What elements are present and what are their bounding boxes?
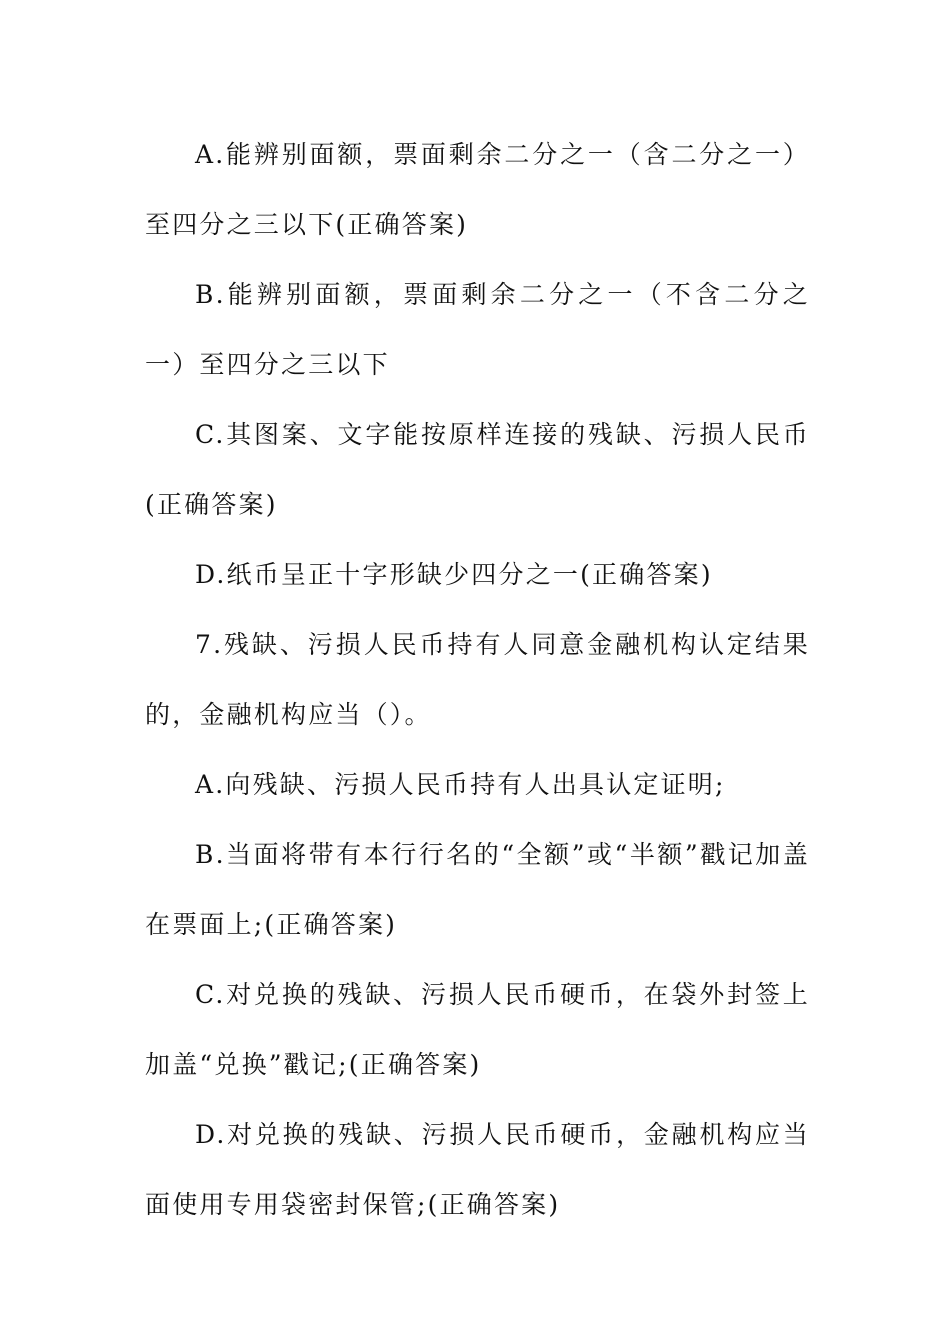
question-7-option-c: C.对兑换的残缺、污损人民币硬币，在袋外封签上加盖“兑换”戳记;(正确答案) xyxy=(145,980,810,1079)
option-b-prev-question: B.能辨别面额，票面剩余二分之一（不含二分之一）至四分之三以下 xyxy=(145,280,810,379)
option-d-prev-question: D.纸币呈正十字形缺少四分之一(正确答案) xyxy=(195,560,713,589)
document-body xyxy=(145,120,810,1240)
option-a-prev-question: A.能辨别面额，票面剩余二分之一（含二分之一）至四分之三以下(正确答案) xyxy=(145,140,810,239)
question-7-option-d: D.对兑换的残缺、污损人民币硬币，金融机构应当面使用专用袋密封保管;(正确答案) xyxy=(145,1120,810,1219)
question-7-option-a: A.向残缺、污损人民币持有人出具认定证明; xyxy=(195,770,726,799)
question-7-option-b: B.当面将带有本行行名的“全额”或“半额”戳记加盖在票面上;(正确答案) xyxy=(145,840,810,939)
option-c-prev-question: C.其图案、文字能按原样连接的残缺、污损人民币(正确答案) xyxy=(145,420,810,519)
question-7: 7.残缺、污损人民币持有人同意金融机构认定结果的，金融机构应当（）。 xyxy=(145,630,810,729)
